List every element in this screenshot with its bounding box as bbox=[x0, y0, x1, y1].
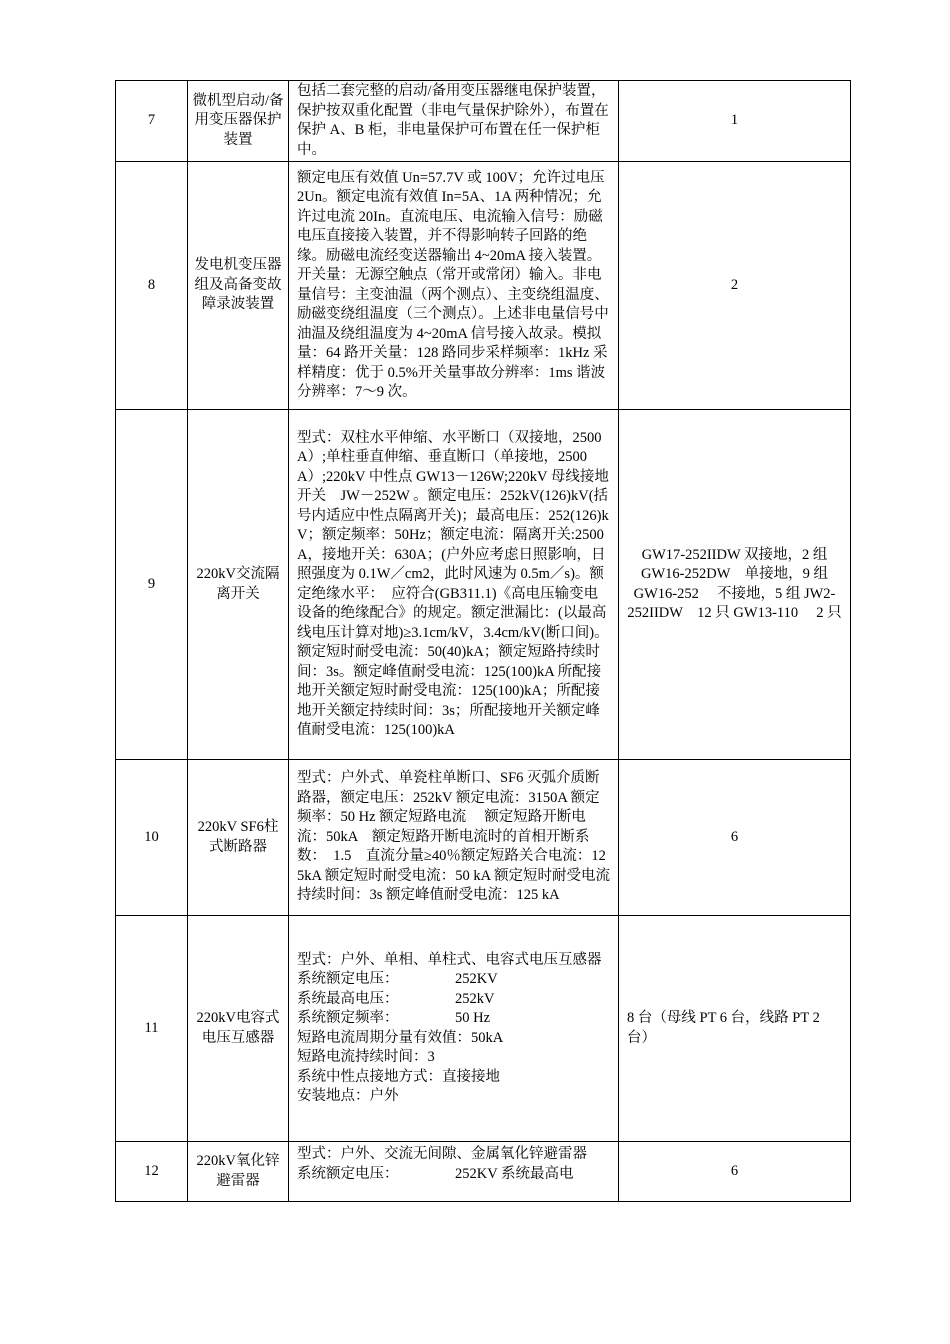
spec-line: 型式：户外、交流无间隙、金属氧化锌避雷器 bbox=[297, 1146, 587, 1162]
spec-line: 安装地点：户外 bbox=[297, 1088, 399, 1104]
spec-line: 型式：户外、单相、单柱式、电容式电压互感器 bbox=[297, 951, 602, 968]
equipment-quantity: 6 bbox=[619, 760, 851, 916]
spec-line: 系统额定电压： 252KV 系统最高电 bbox=[297, 1165, 574, 1182]
equipment-name: 微机型启动/备用变压器保护装置 bbox=[188, 81, 289, 162]
spec-line: 短路电流持续时间：3 bbox=[297, 1049, 435, 1065]
table-row bbox=[116, 81, 851, 162]
equipment-spec-table bbox=[115, 80, 851, 1202]
spec-line: 型式：户外式、单瓷柱单断口、SF6 灭弧介质断路器，额定电压：252kV 额定电流：3150A 额定频率：50 Hz 额定短路电流 额定短路开断电流：50kA 额定短路开断电流时的首相开断系数： 1.5 直流分量≥40％额定短路关合电流：125kA 额定短时耐受电流：50 kA 额定短时耐受电流持续时间：3s 额定峰值耐受电流：125 kA bbox=[297, 770, 610, 904]
spec-line: 额定电压有效值 Un=57.7V 或 100V；允许过电压 2Un。额定电流有效值 In=5A、1A 两种情况；允许过电流 20In。直流电压、电流输入信号：励磁电压直接接入装置，并不得影响转子回路的绝缘。励磁电流经变送器输出 4~20mA 接入装置。开关量：无源空触点（常开或常闭）输入。非电量信号：主变油温（两个测点）、主变绕组温度、励磁变绕组温度（三个测点）。上述非电量信号中油温及绕组温度为 4~20mA 信号接入故录。模拟量：64 路开关量：128 路同步采样频率：1kHz 采样精度：优于 0.5%开关量事故分辨率：1ms 谐波分辨率：7～9 次。 bbox=[297, 169, 609, 400]
spec-line: 系统中性点接地方式：直接接地 bbox=[297, 1068, 500, 1085]
equipment-name: 220kV SF6柱式断路器 bbox=[188, 760, 289, 916]
row-number: 9 bbox=[116, 410, 188, 760]
spec-line: 系统额定频率： 50 Hz bbox=[297, 1010, 491, 1026]
row-number: 10 bbox=[116, 760, 188, 916]
equipment-spec bbox=[289, 916, 619, 1142]
spec-line: 短路电流周期分量有效值：50kA bbox=[297, 1029, 504, 1046]
spec-line: 包括二套完整的启动/备用变压器继电保护装置，保护按双重化配置（非电气量保护除外），布置在保护 A、B 柜，非电量保护可布置在任一保护柜中。 bbox=[297, 83, 609, 158]
equipment-name: 发电机变压器组及高备变故障录波装置 bbox=[188, 162, 289, 410]
table-row bbox=[116, 760, 851, 916]
spec-line: 型式：双柱水平伸缩、水平断口（双接地，2500A）;单柱垂直伸缩、垂直断口（单接地，2500A）;220kV 中性点 GW13－126W;220kV 母线接地开关 JW－252W 。额定电压：252kV(126)kV(括号内适应中性点隔离开关)；最高电压：252(126)kV；额定频率：50Hz；额定电流：隔离开关:2500 A，接地开关：630A；(户外应考虑日照影响，日照强度为 0.1W／cm2，此时风速为 0.5m／s)。额定绝缘水平： 应符合(GB311.1)《高电压输变电设备的绝缘配合》的规定。额定泄漏比：(以最高线电压计算对地)≥3.1cm/kV，3.4cm/kV(断口间)。额定短时耐受电流：50(40)kA；额定短路持续时间：3s。额定峰值耐受电流：125(100)kA 所配接地开关额定短时耐受电流：125(100)kA；所配接地开关额定持续时间：3s；所配接地开关额定峰值耐受电流：125(100)kA bbox=[297, 429, 609, 738]
table-row bbox=[116, 1142, 851, 1202]
equipment-spec bbox=[289, 81, 619, 162]
equipment-quantity: GW17-252IIDW 双接地，2 组 GW16-252DW 单接地，9 组 GW16-252 不接地，5 组 JW2-252IIDW 12 只 GW13-110 2 只 bbox=[619, 410, 851, 760]
table-row bbox=[116, 410, 851, 760]
row-number: 8 bbox=[116, 162, 188, 410]
equipment-spec bbox=[289, 760, 619, 916]
spec-line: 系统最高电压： 252kV bbox=[297, 990, 495, 1007]
equipment-quantity: 1 bbox=[619, 81, 851, 162]
equipment-name: 220kV氧化锌避雷器 bbox=[188, 1142, 289, 1202]
equipment-name: 220kV电容式电压互感器 bbox=[188, 916, 289, 1142]
spec-line: 系统额定电压： 252KV bbox=[297, 971, 498, 987]
equipment-spec bbox=[289, 162, 619, 410]
equipment-quantity: 2 bbox=[619, 162, 851, 410]
equipment-spec bbox=[289, 1142, 619, 1202]
row-number: 12 bbox=[116, 1142, 188, 1202]
equipment-quantity: 6 bbox=[619, 1142, 851, 1202]
equipment-name: 220kV交流隔离开关 bbox=[188, 410, 289, 760]
table-row bbox=[116, 162, 851, 410]
equipment-quantity: 8 台（母线 PT 6 台，线路 PT 2 台） bbox=[619, 916, 851, 1142]
equipment-spec bbox=[289, 410, 619, 760]
table-row bbox=[116, 916, 851, 1142]
row-number: 11 bbox=[116, 916, 188, 1142]
row-number: 7 bbox=[116, 81, 188, 162]
